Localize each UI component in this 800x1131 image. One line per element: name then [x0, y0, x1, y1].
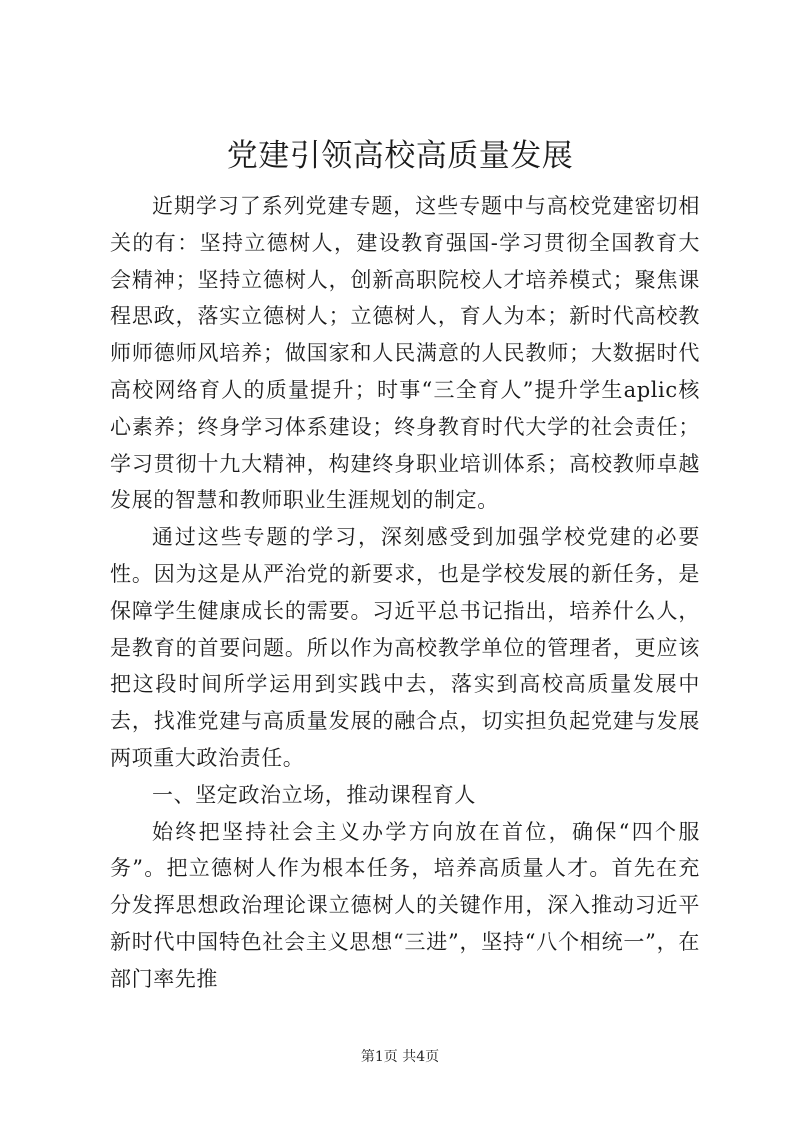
paragraph-reflection: 通过这些专题的学习，深刻感受到加强学校党建的必要性。因为这是从严治党的新要求，也是学校发展的新任务，是保障学生健康成长的需要。习近平总书记指出，培养什么人，是教育的首要问题。所以作为高校教学单位的管理者，更应该把这段时间所学运用到实践中去，落实到高校高质量发展中去，找准党建与高质量发展的融合点，切实担负起党建与发展两项重大政治责任。	[110, 525, 700, 770]
paragraph-section-one: 始终把坚持社会主义办学方向放在首位，确保“四个服务”。把立德树人作为根本任务，培养高质量人才。首先在充分发挥思想政治理论课立德树人的关键作用，深入推动习近平新时代中国特色社会主义思想“三进”，坚持“八个相统一”，在部门率先推	[110, 819, 700, 991]
section-heading: 一、坚定政治立场，推动课程育人	[152, 782, 476, 807]
page-footer: 第1页 共4页	[360, 1049, 440, 1065]
document-title: 党建引领高校高质量发展	[226, 138, 574, 174]
paragraph-intro: 近期学习了系列党建专题，这些专题中与高校党建密切相关的有：坚持立德树人，建设教育强国-学习贯彻全国教育大会精神；坚持立德树人，创新高职院校人才培养模式；聚焦课程思政，落实立德树人；立德树人，育人为本；新时代高校教师师德师风培养；做国家和人民满意的人民教师；大数据时代高校网络育人的质量提升；时事“三全育人”提升学生aplic核心素养；终身学习体系建设；终身教育时代大学的社会责任；学习贯彻十九大精神，构建终身职业培训体系；高校教师卓越发展的智慧和教师职业生涯规划的制定。	[110, 194, 700, 513]
document-body	[110, 188, 700, 998]
